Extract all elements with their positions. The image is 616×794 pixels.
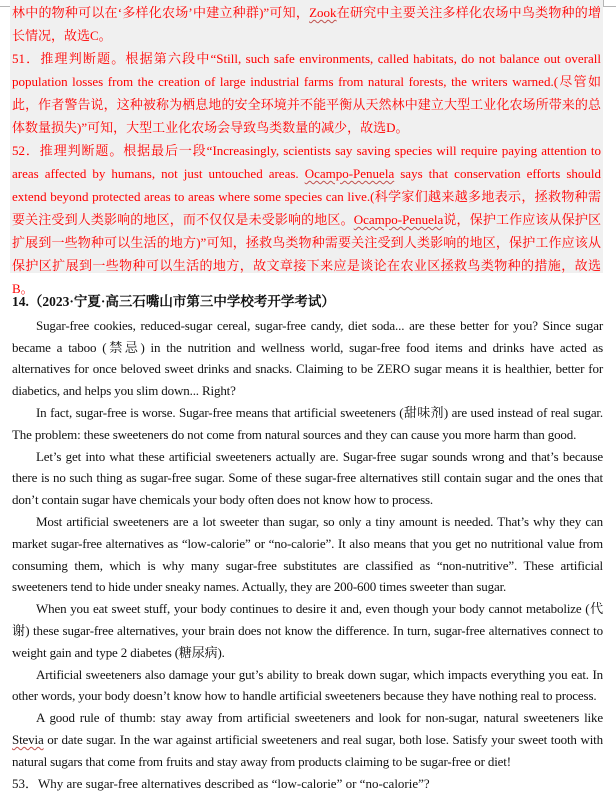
answer-text: says that conservation efforts should extend beyond protected areas to areas where some species can live.(科学家们越来越多地表示，拯救物种需要关注受到人类影响的地区，而不仅仅是未受影响的地区。 bbox=[12, 166, 602, 227]
spellcheck-name-ocampo-penuela: Ocampo-Penuela bbox=[304, 166, 395, 181]
answer-item-52 bbox=[12, 139, 601, 300]
answer-text: 52．推理判断题。根据最后一段“Increasingly, scientists say saving species will require paying attention to areas affected by humans, not just untouched areas. bbox=[12, 143, 601, 181]
passage-text: or date sugar. In the war against artificial sweeteners and real sugar, both lose. Satisfy your sweet tooth with natural sugars that come from fruits and stay away from products claiming to be sugar-free or diet! bbox=[12, 731, 603, 769]
question-title: 14.（2023·宁夏·高三石嘴山市第三中学校考开学考试） bbox=[12, 294, 335, 309]
answer-explanation-block bbox=[10, 0, 603, 296]
answer-text: 林中的物种可以在‘多样化农场’中建立种群)”可知， bbox=[12, 5, 310, 20]
passage-paragraph-3: Let’s get into what these artificial sweeteners actually are. Sugar-free sugar sounds wrong and that’s because there is no such thing as sugar-free sugar. Some of these sugar-free alternatives still contain sugar and the ones that don’t contain sugar have chemicals your body often does not know how to process. bbox=[12, 448, 603, 508]
sub-question-53: 53．Why are sugar-free alternatives described as “low-calorie” or “no-calorie”? bbox=[12, 775, 430, 791]
answer-text: 说，保护工作应该从保护区扩展到一些物种可以生活的地方)”可知，拯救鸟类物种需要关注受到人类影响的地区，保护工作应该从保护区扩展到一些物种可以生活的地方，故文章接下来应是谈论在农业区拯救鸟类物种的措施，故选B。 bbox=[12, 212, 601, 296]
answer-item-50-tail bbox=[12, 1, 601, 47]
question-14-block bbox=[12, 291, 603, 794]
passage-paragraph-4: Most artificial sweeteners are a lot sweeter than sugar, so only a tiny amount is needed. That’s why they can market sugar-free alternatives as “low-calorie” or “no-calorie”. It also means that you get no nutritional value from consuming them, which is why many sugar-free substitutes are classified as “non-nutritive”. These artificial sweeteners tend to hide under sneaky names. Actually, they are 200-600 times sweeter than sugar. bbox=[12, 513, 603, 595]
spellcheck-name-ocampo-penuela: Ocampo-Penuela bbox=[353, 212, 444, 227]
passage-paragraph-1: Sugar-free cookies, reduced-sugar cereal, sugar-free candy, diet soda... are these better for you? Since sugar became a taboo (禁忌) in the nutrition and wellness world, sugar-free food items and drinks have acted as alternatives for once beloved sweet drinks and snacks. Claiming to be ZERO sugar means it is healthier, better for diabetics, and helps you slim down... Right? bbox=[12, 317, 603, 399]
passage-text: A good rule of thumb: stay away from artificial sweeteners and look for non-sugar, natural sweeteners like bbox=[36, 710, 603, 726]
answer-item-51: 51．推理判断题。根据第六段中“Still, such safe environments, called habitats, do not balance out overall population losses from the creation of large industrial farms from natural forests, the writers warned.(尽管如此，作者警告说，这种被称为栖息地的安全环境并不能平衡从天然林中建立大型工业化农场所带来的总体数量损失)”可知，大型工业化农场会导致鸟类数量的减少，故选D。 bbox=[12, 51, 601, 135]
spellcheck-name-zook: Zook bbox=[309, 5, 337, 20]
spellcheck-name-stevia: Stevia bbox=[12, 731, 44, 747]
passage-paragraph-5: When you eat sweet stuff, your body continues to desire it and, even though your body cannot metabolize (代谢) these sugar-free alternatives, your brain does not know the difference. In turn, sugar-free alternatives connect to weight gain and type 2 diabetes (糖尿病). bbox=[12, 601, 603, 660]
passage-paragraph-6: Artificial sweeteners also damage your gut’s ability to break down sugar, which impacts everything you eat. In other words, your body doesn’t know how to handle artificial sweeteners because they have nothing real to process. bbox=[12, 666, 603, 704]
passage-paragraph-2: In fact, sugar-free is worse. Sugar-free means that artificial sweeteners (甜味剂) are used instead of real sugar. The problem: these sweeteners do not come from natural sources and they can cause you more harm than good. bbox=[12, 404, 603, 442]
answer-text: 在研究中主要关注多样化农场中鸟类物种的增长情况，故选C。 bbox=[12, 5, 601, 43]
passage-paragraph-7 bbox=[12, 707, 603, 772]
page-corner-mark-right bbox=[603, 0, 616, 7]
